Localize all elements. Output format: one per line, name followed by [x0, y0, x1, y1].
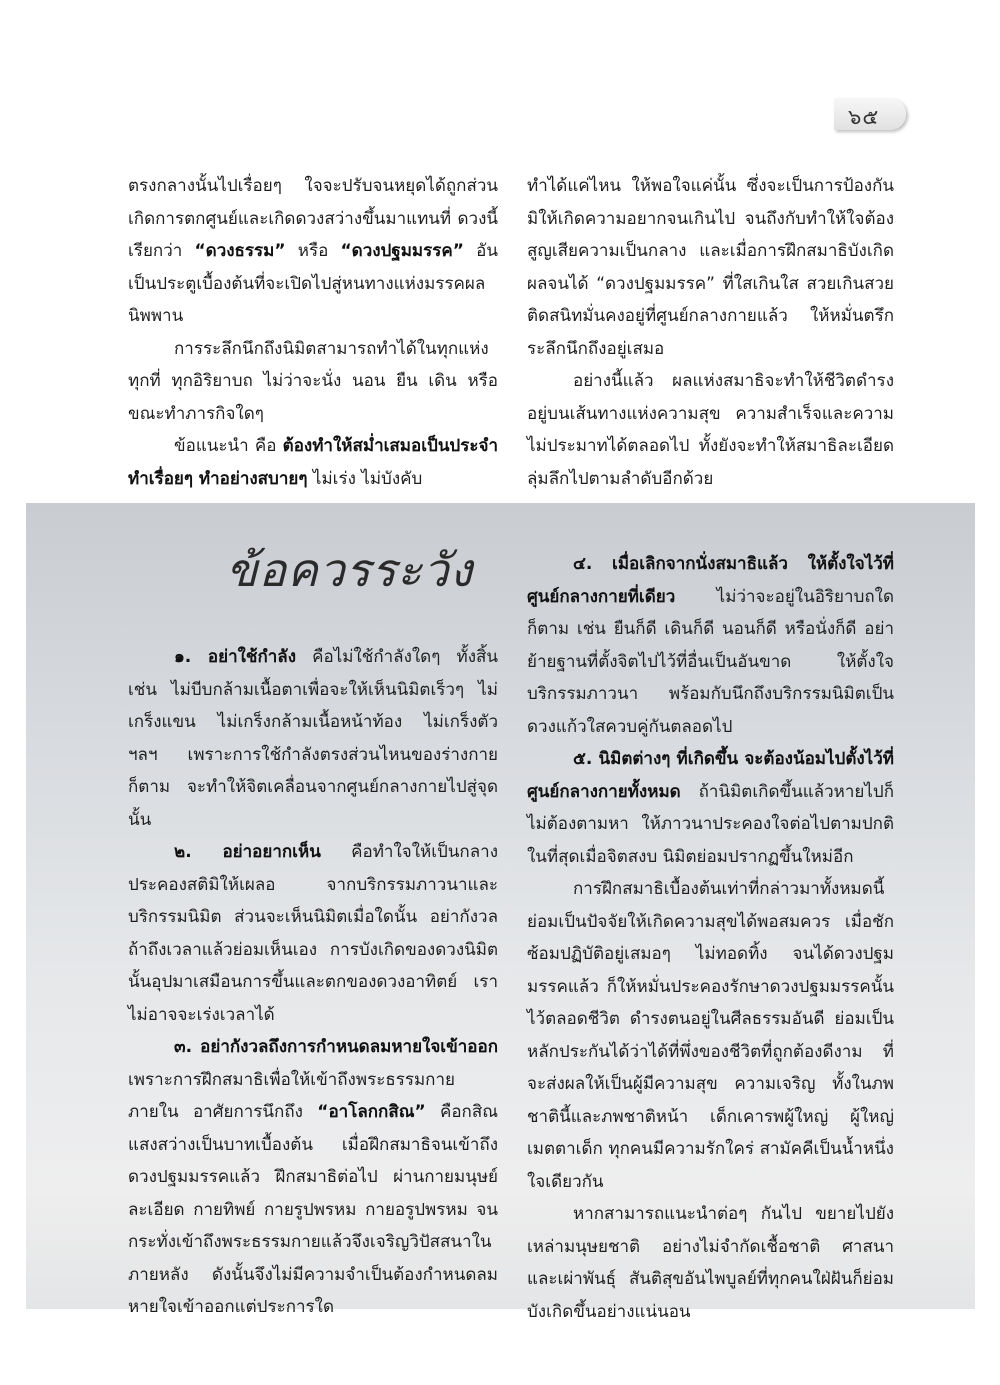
text: คือไม่ใช้กำลังใดๆ ทั้งสิ้น เช่น ไม่บีบกล้ามเนื้อตาเพื่อจะให้เห็นนิมิตเร็วๆ ไม่เกร็งแขน ไม่เกร็งกล้ามเนื้อหน้าท้อง ไม่เกร็งตัว ฯลฯ เพราะการใช้กำลังตรงส่วนไหนของร่างกายก็ตาม จะทำให้จิตเคลื่อนจากศูนย์กลางกายไปสู่จุดนั้น: [128, 647, 498, 830]
text: คือกสิณแสงสว่างเป็นบาทเบื้องต้น เมื่อฝึกสมาธิจนเข้าถึงดวงปฐมมรรคแล้ว ฝึกสมาธิต่อไป ผ่านกายมนุษย์ละเอียด กายทิพย์ กายรูปพรหม กายอรูปพรหม จนกระทั่งเข้าถึงพระธรรมกายแล้วจึงเจริญวิปัสสนาในภายหลัง ดังนั้นจึงไม่มีความจำเป็นต้องกำหนดลมหายใจเข้าออกแต่ประการใด: [128, 1102, 498, 1317]
top-left-column: [128, 170, 498, 495]
paragraph: [128, 333, 498, 431]
caution-item: [527, 743, 894, 873]
bold-text: ๑. อย่าใช้กำลัง: [174, 647, 297, 667]
cautions-title: ข้อควรระวัง: [226, 543, 474, 597]
paragraph: [527, 170, 894, 365]
paragraph: [527, 873, 894, 1198]
text: เพราะการฝึกสมาธิเพื่อให้เข้าถึงพระธรรมกายภายใน อาศัยการนึกถึง: [128, 1069, 455, 1122]
bold-text: ๕. นิมิตต่างๆ ที่เกิดขึ้น จะต้องน้อมไปตั้งไว้ที่ศูนย์กลางกายทั้งหมด: [527, 749, 894, 802]
cautions-right-column: [527, 548, 894, 1328]
bold-text: ๒. อย่าอยากเห็น: [174, 842, 321, 862]
caution-item: [128, 1031, 498, 1324]
bold-text: “ดวงปฐมมรรค”: [340, 241, 464, 261]
caution-item: [128, 641, 498, 836]
text: ถ้านิมิตเกิดขึ้นแล้วหายไปก็ไม่ต้องตามหา ให้ภาวนาประคองใจต่อไปตามปกติในที่สุดเมื่อจิตสงบ นิมิตย่อมปรากฏขึ้นใหม่อีก: [527, 781, 894, 867]
text: การระลึกนึกถึงนิมิตสามารถทำได้ในทุกแห่ง ทุกที่ ทุกอิริยาบถ ไม่ว่าจะนั่ง นอน ยืน เดิน หรือขณะทำภารกิจใดๆ: [128, 338, 498, 424]
page-number: ๖๕: [848, 105, 880, 129]
text: หากสามารถแนะนำต่อๆ กันไป ขยายไปยังเหล่ามนุษยชาติ อย่างไม่จำกัดเชื้อชาติ ศาสนา และเผ่าพันธุ์ สันติสุขอันไพบูลย์ที่ทุกคนใฝ่ฝันก็ย่อมบังเกิดขึ้นอย่างแน่นอน: [527, 1204, 894, 1322]
text: หรือ: [285, 241, 341, 261]
bold-text: “ดวงธรรม”: [194, 241, 286, 261]
bold-text: ๔. เมื่อเลิกจากนั่งสมาธิแล้ว ให้ตั้งใจไว้ที่ศูนย์กลางกายที่เดียว: [527, 554, 894, 607]
text: อย่างนี้แล้ว ผลแห่งสมาธิจะทำให้ชีวิตดำรงอยู่บนเส้นทางแห่งความสุข ความสำเร็จและความไม่ประมาทได้ตลอดไป ทั้งยังจะทำให้สมาธิละเอียดลุ่มลึกไปตามลำดับอีกด้วย: [527, 371, 894, 489]
paragraph: [128, 170, 498, 333]
text: ข้อแนะนำ คือ: [174, 436, 283, 456]
cautions-left-column: [128, 641, 498, 1324]
bold-text: “อาโลกกสิณ”: [317, 1102, 426, 1122]
text: ตรงกลางนั้นไปเรื่อยๆ ใจจะปรับจนหยุดได้ถูกส่วน เกิดการตกศูนย์และเกิดดวงสว่างขึ้นมาแทนที่ ดวงนี้เรียกว่า: [128, 176, 498, 261]
paragraph: [527, 365, 894, 495]
bold-text: ต้องทำให้สม่ำเสมอเป็นประจำ ทำเรื่อยๆ ทำอย่างสบายๆ: [128, 436, 498, 489]
text: อันเป็นประตูเบื้องต้นที่จะเปิดไปสู่หนทางแห่งมรรคผลนิพพาน: [128, 241, 498, 326]
text: การฝึกสมาธิเบื้องต้นเท่าที่กล่าวมาทั้งหมดนี้ย่อมเป็นปัจจัยให้เกิดความสุขได้พอสมควร เมื่อชักซ้อมปฏิบัติอยู่เสมอๆ ไม่ทอดทิ้ง จนได้ดวงปฐมมรรคแล้ว ก็ให้หมั่นประคองรักษาดวงปฐมมรรคนั้นไว้ตลอดชีวิต ดำรงตนอยู่ในศีลธรรมอันดี ย่อมเป็นหลักประกันได้ว่าได้ที่พึ่งของชีวิตที่ถูกต้องดีงาม ที่จะส่งผลให้เป็นผู้มีความสุข ความเจริญ ทั้งในภพชาตินี้และภพชาติหน้า เด็กเคารพผู้ใหญ่ ผู้ใหญ่เมตตาเด็ก ทุกคนมีความรักใคร่ สามัคคีเป็นน้ำหนึ่งใจเดียวกัน: [527, 879, 894, 1192]
text: ไม่เร่ง ไม่บังคับ: [307, 468, 423, 489]
caution-item: [128, 836, 498, 1031]
caution-item: [527, 548, 894, 743]
paragraph: [527, 1198, 894, 1328]
text: ไม่ว่าจะอยู่ในอิริยาบถใดก็ตาม เช่น ยืนก็ดี เดินก็ดี นอนก็ดี หรือนั่งก็ดี อย่าย้ายฐานที่ตั้งจิตไปไว้ที่อื่นเป็นอันขาด ให้ตั้งใจบริกรรมภาวนา พร้อมกับนึกถึงบริกรรมนิมิตเป็นดวงแก้วใสควบคู่กันตลอดไป: [527, 586, 894, 737]
text: ทำได้แค่ไหน ให้พอใจแค่นั้น ซึ่งจะเป็นการป้องกัน มิให้เกิดความอยากจนเกินไป จนถึงกับทำให้ใจต้องสูญเสียความเป็นกลาง และเมื่อการฝึกสมาธิบังเกิดผลจนได้ “ดวงปฐมมรรค” ที่ใสเกินใส สวยเกินสวย ติดสนิทมั่นคงอยู่ที่ศูนย์กลางกายแล้ว ให้หมั่นตรึกระลึกนึกถึงอยู่เสมอ: [527, 176, 894, 359]
top-right-column: [527, 170, 894, 495]
text: คือทำใจให้เป็นกลาง ประคองสติมิให้เผลอ จากบริกรรมภาวนาและบริกรรมนิมิต ส่วนจะเห็นนิมิตเมื่อใดนั้น อย่ากังวล ถ้าถึงเวลาแล้วย่อมเห็นเอง การบังเกิดของดวงนิมิตนั้นอุปมาเสมือนการขึ้นและตกของดวงอาทิตย์ เราไม่อาจจะเร่งเวลาได้: [128, 842, 498, 1025]
paragraph: [128, 430, 498, 495]
bold-text: ๓. อย่ากังวลถึงการกำหนดลมหายใจเข้าออก: [174, 1037, 498, 1057]
